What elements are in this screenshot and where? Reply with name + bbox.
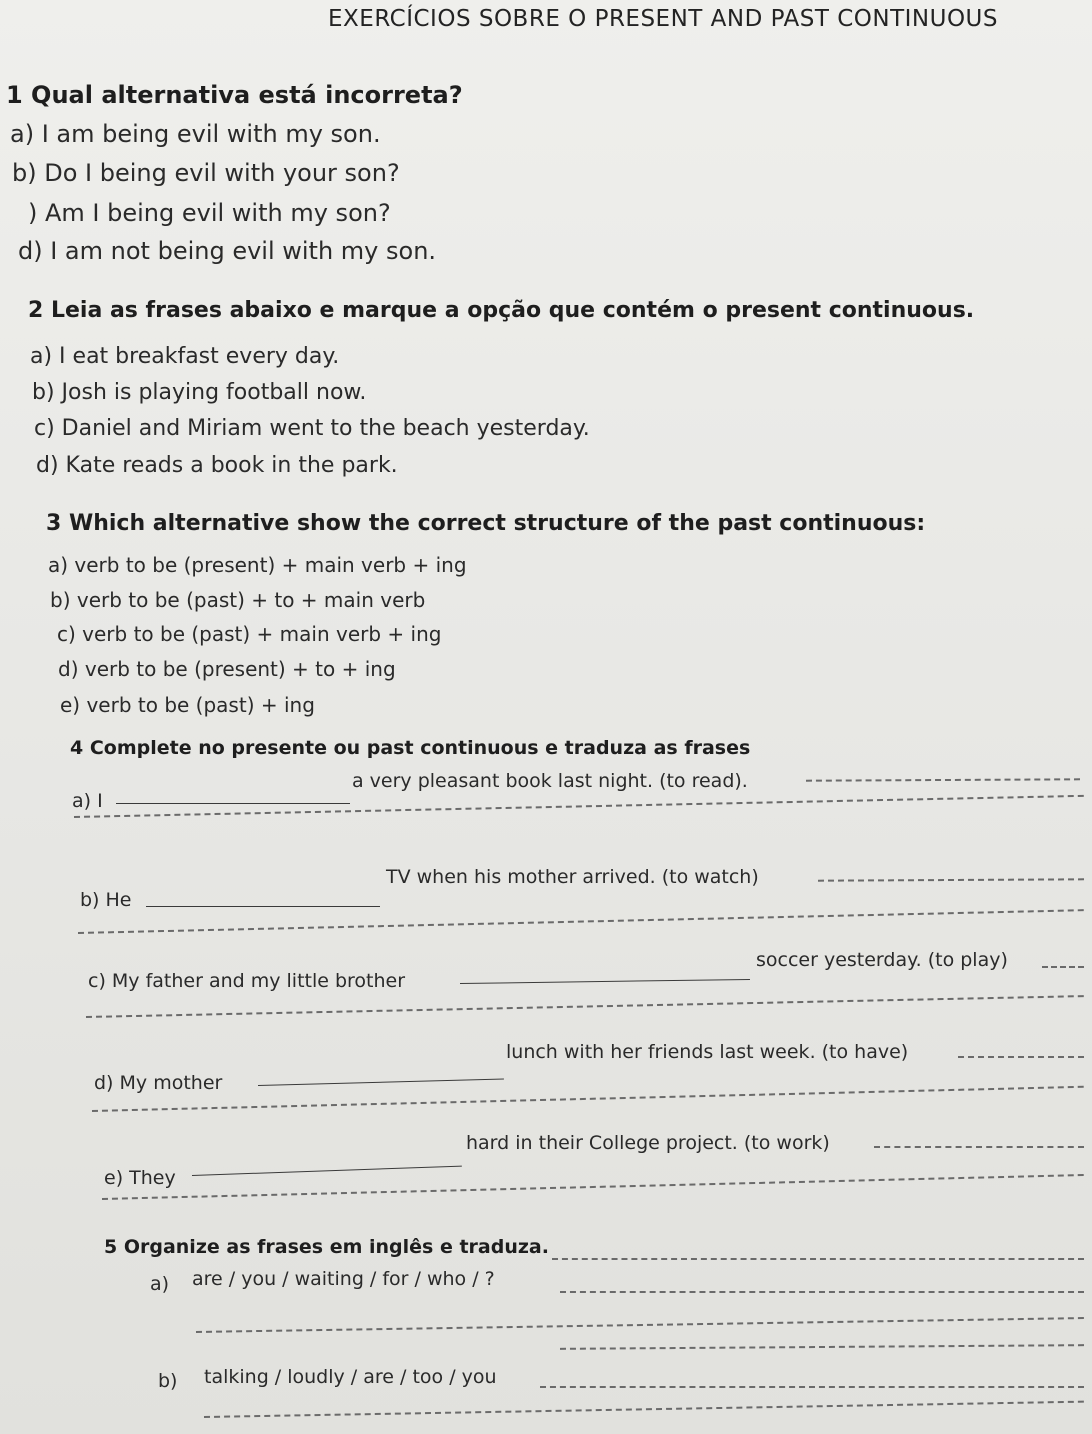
question-3-option-c: c) verb to be (past) + main verb + ing	[57, 622, 442, 646]
question-3-heading: 3 Which alternative show the correct structure of the past continuous:	[46, 511, 926, 536]
question-4-item-c-answer-line[interactable]	[1042, 966, 1084, 968]
question-2-option-b: b) Josh is playing football now.	[32, 380, 367, 405]
question-4-item-c-subject: c) My father and my little brother	[88, 970, 406, 992]
question-4-item-c-rest: soccer yesterday. (to play)	[756, 949, 1008, 971]
question-4-item-a-subject: a) I	[72, 790, 103, 812]
question-4-item-d-rest: lunch with her friends last week. (to have)	[506, 1041, 909, 1063]
question-4-item-b-blank[interactable]	[146, 906, 380, 907]
question-4-item-e-answer-line[interactable]	[874, 1146, 1084, 1148]
question-5-extra-line[interactable]	[560, 1344, 1084, 1350]
question-4-item-a-answer-line[interactable]	[806, 778, 1080, 781]
worksheet-title: EXERCÍCIOS SOBRE O PRESENT AND PAST CONTINUOUS	[328, 6, 998, 32]
question-1-heading: 1 Qual alternativa está incorreta?	[6, 81, 463, 109]
question-4-item-e-translation-line[interactable]	[102, 1174, 1084, 1200]
question-4-item-a-translation-line[interactable]	[74, 795, 1084, 818]
question-4-item-d-translation-line[interactable]	[92, 1086, 1084, 1112]
question-3-option-a: a) verb to be (present) + main verb + ing	[48, 553, 467, 577]
question-5-item-a-letter: a)	[150, 1273, 170, 1295]
question-5-heading: 5 Organize as frases em inglês e traduza.	[104, 1236, 549, 1258]
question-4-item-e-rest: hard in their College project. (to work)	[466, 1132, 830, 1154]
question-5-item-a-text: are / you / waiting / for / who / ?	[192, 1268, 495, 1290]
question-4-item-b-answer-line[interactable]	[818, 878, 1084, 881]
question-3-option-b: b) verb to be (past) + to + main verb	[50, 588, 426, 612]
question-4-item-a-blank[interactable]	[116, 803, 350, 804]
question-5-item-b-translation-line[interactable]	[204, 1401, 1084, 1418]
question-1-option-a: a) I am being evil with my son.	[10, 120, 381, 148]
question-4-item-b-translation-line[interactable]	[78, 909, 1084, 934]
question-2-heading: 2 Leia as frases abaixo e marque a opção que contém o present continuous.	[28, 298, 975, 323]
question-4-item-c-translation-line[interactable]	[86, 995, 1084, 1018]
question-5-item-b-text: talking / loudly / are / too / you	[204, 1366, 497, 1388]
question-5-item-b-answer-line[interactable]	[540, 1386, 1084, 1388]
question-1-option-d: d) I am not being evil with my son.	[18, 237, 437, 265]
question-4-item-b-rest: TV when his mother arrived. (to watch)	[386, 866, 759, 888]
question-1-option-b: b) Do I being evil with your son?	[12, 159, 400, 187]
question-2-option-a: a) I eat breakfast every day.	[30, 344, 340, 369]
question-4-item-c-blank[interactable]	[460, 979, 750, 984]
question-5-heading-answer-line[interactable]	[552, 1258, 1084, 1260]
question-5-item-a-translation-line[interactable]	[196, 1317, 1084, 1333]
question-5-item-a-answer-line[interactable]	[560, 1291, 1084, 1293]
question-4-item-b-subject: b) He	[80, 889, 132, 911]
question-2-option-d: d) Kate reads a book in the park.	[36, 453, 398, 478]
question-4-item-d-subject: d) My mother	[94, 1072, 223, 1094]
question-4-item-d-blank[interactable]	[258, 1079, 504, 1086]
question-4-item-e-subject: e) They	[104, 1167, 176, 1189]
question-4-item-e-blank[interactable]	[192, 1166, 462, 1176]
question-4-heading: 4 Complete no presente ou past continuous e traduza as frases	[70, 737, 751, 759]
question-3-option-d: d) verb to be (present) + to + ing	[58, 657, 396, 681]
question-2-option-c: c) Daniel and Miriam went to the beach yesterday.	[34, 416, 590, 441]
question-1-option-c: ) Am I being evil with my son?	[28, 199, 391, 227]
question-3-option-e: e) verb to be (past) + ing	[60, 693, 315, 717]
question-4-item-d-answer-line[interactable]	[958, 1056, 1084, 1058]
question-5-item-b-letter: b)	[158, 1370, 178, 1392]
question-4-item-a-rest: a very pleasant book last night. (to read).	[352, 770, 748, 792]
